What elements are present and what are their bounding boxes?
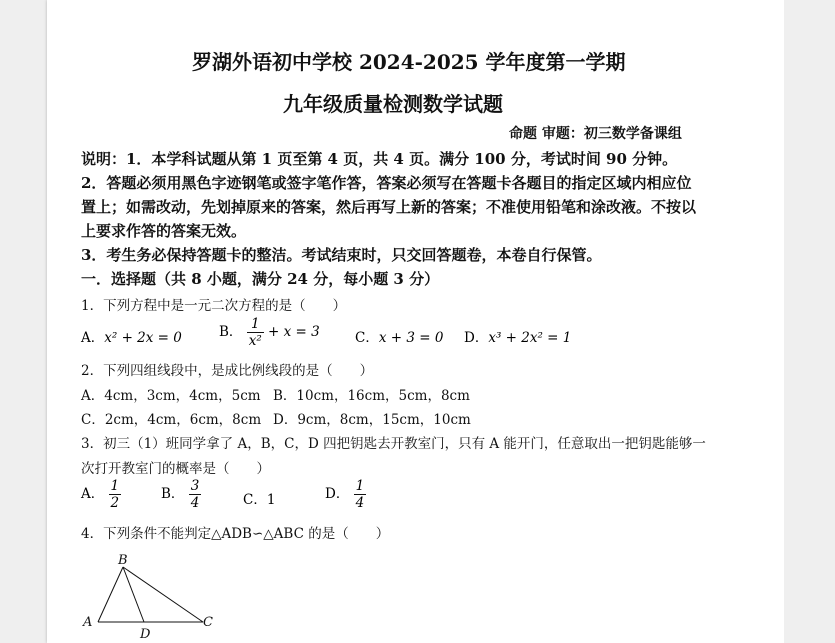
author-line: 命题 审题：初三数学备课组 — [509, 126, 682, 142]
instruction-2b: 置上；如需改动，先划掉原来的答案，然后再写上新的答案；不准使用铅笔和涂改液。不按以 — [81, 198, 697, 216]
exam-title: 罗湖外语初中学校 2024-2025 学年度第一学期 — [192, 50, 626, 74]
q2-stem: 2．下列四组线段中，是成比例线段的是（ ） — [81, 363, 374, 379]
q3-stem-line2: 次打开教室门的概率是（ ） — [81, 461, 270, 477]
side-bc — [123, 567, 203, 622]
q3-options — [81, 478, 771, 518]
q3-stem-line1: 3．初三（1）班同学拿了 A，B，C，D 四把钥匙去开教室门，只有 A 能开门，任意取出一把钥匙能够一 — [81, 436, 706, 452]
side-ab — [98, 567, 123, 622]
q1-option-c: C．x + 3 = 0 — [355, 330, 444, 346]
label-b: B — [118, 553, 128, 568]
instruction-3: 3．考生务必保持答题卡的整洁。考试结束时，只交回答题卷，本卷自行保管。 — [81, 246, 602, 264]
q3-option-d: D． $\frac{1}{4}$ — [325, 478, 365, 511]
q2-option-b: B．10cm，16cm，5cm，8cm — [273, 388, 470, 404]
q1-option-b: B． $\frac{1}{\text{x²}}$ + x = 3 — [219, 316, 320, 349]
q1-option-a: A．x² + 2x = 0 — [81, 330, 182, 346]
segment-bd — [123, 567, 144, 622]
instruction-2c: 上要求作答的答案无效。 — [81, 222, 247, 240]
viewer-gutter — [784, 0, 835, 643]
instruction-1: 说明：1．本学科试题从第 1 页至第 4 页，共 4 页。满分 100 分，考试时间 90 分钟。 — [81, 150, 678, 168]
q1-stem: 1．下列方程中是一元二次方程的是（ ） — [81, 298, 347, 314]
q2-option-a: A．4cm，3cm，4cm，5cm — [81, 388, 261, 404]
label-c: C — [203, 615, 213, 630]
exam-subtitle: 九年级质量检测数学试题 — [283, 92, 503, 116]
section-heading: 一．选择题（共 8 小题，满分 24 分，每小题 3 分） — [81, 270, 440, 288]
exam-page — [47, 0, 784, 643]
q3-option-a: A． $\frac{1}{2}$ — [81, 478, 120, 511]
q3-option-c: C．1 — [243, 492, 276, 508]
q3-option-b: B． $\frac{3}{4}$ — [161, 478, 200, 511]
triangle-figure — [77, 548, 267, 643]
q4-stem: 4．下列条件不能判定△ADB∽△ABC 的是（ ） — [81, 526, 390, 542]
instruction-2a: 2．答题必须用黑色字迹钢笔或签字笔作答，答案必须写在答题卡各题目的指定区域内相应位 — [81, 174, 692, 192]
label-d: D — [140, 627, 151, 642]
q2-option-c: C．2cm，4cm，6cm，8cm — [81, 412, 262, 428]
label-a: A — [83, 615, 93, 630]
q2-option-d: D．9cm，8cm，15cm，10cm — [273, 412, 471, 428]
q1-options — [81, 316, 771, 356]
q1-option-d: D．x³ + 2x² = 1 — [464, 330, 572, 346]
